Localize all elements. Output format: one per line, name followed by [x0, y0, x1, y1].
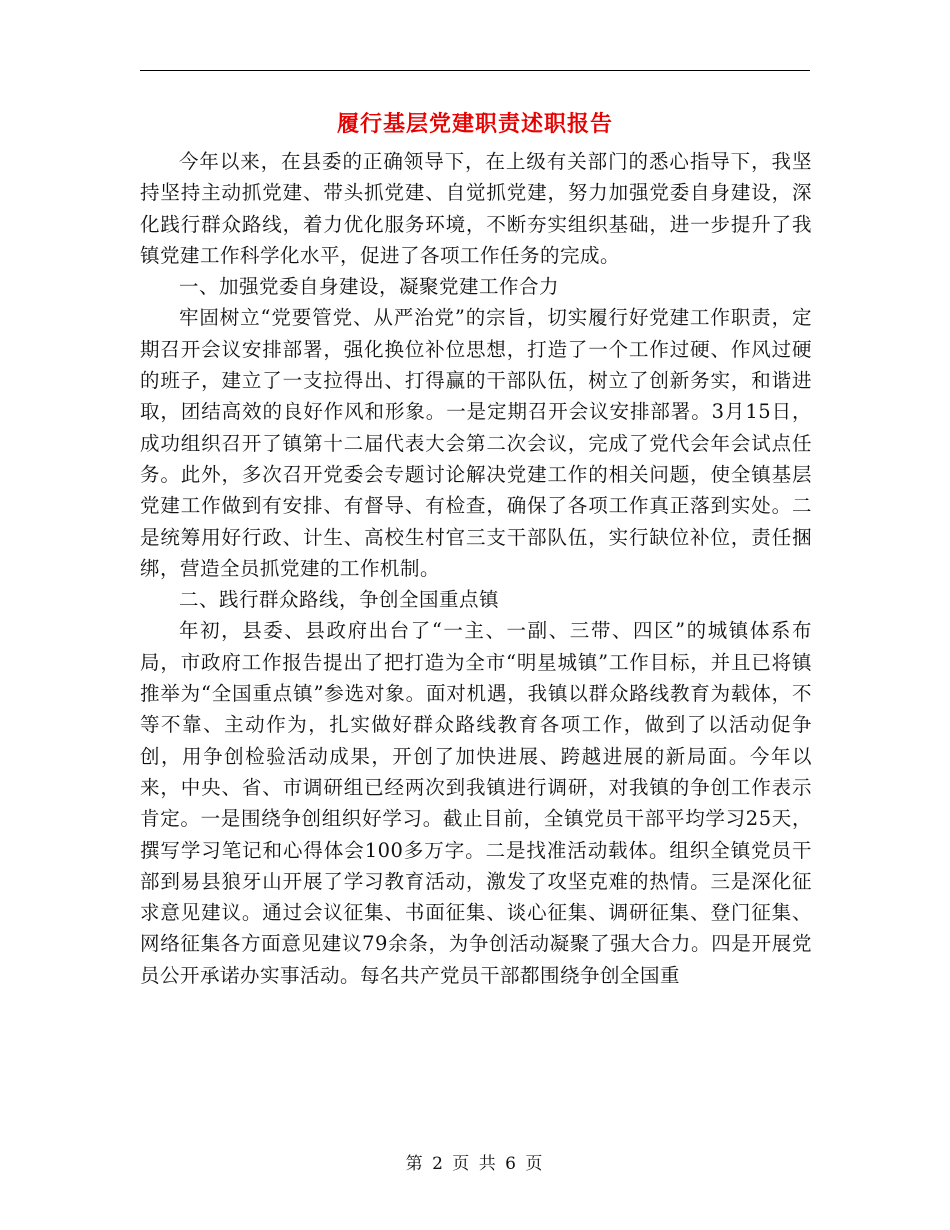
paragraph-intro: 今年以来，在县委的正确领导下，在上级有关部门的悉心指导下，我坚持坚持主动抓党建、带头抓党建、自觉抓党建，努力加强党委自身建设，深化践行群众路线，着力优化服务环境，不断夯实组织基础，进一步提升了我镇党建工作科学化水平，促进了各项工作任务的完成。: [140, 150, 812, 267]
section-heading-2: 二、践行群众路线，争创全国重点镇: [179, 588, 500, 612]
page-number-footer: 第 2 页 共 6 页: [405, 1154, 545, 1174]
paragraph-section-1: 牢固树立“党要管党、从严治党”的宗旨，切实履行好党建工作职责，定期召开会议安排部署，强化换位补位思想，打造了一个工作过硬、作风过硬的班子，建立了一支拉得出、打得赢的干部队伍，树立了创新务实，和谐进取，团结高效的良好作风和形象。一是定期召开会议安排部署。3月15日，成功组织召开了镇第十二届代表大会第二次会议，完成了党代会年会试点任务。此外，多次召开党委会专题讨论解决党建工作的相关问题，使全镇基层党建工作做到有安排、有督导、有检查，确保了各项工作真正落到实处。二是统筹用好行政、计生、高校生村官三支干部队伍，实行缺位补位，责任捆绑，营造全员抓党建的工作机制。: [140, 306, 812, 580]
header-rule: [140, 70, 810, 71]
paragraph-section-2: 年初，县委、县政府出台了“一主、一副、三带、四区”的城镇体系布局，市政府工作报告提出了把打造为全市“明星城镇”工作目标，并且已将镇推举为“全国重点镇”参选对象。面对机遇，我镇以群众路线教育为载体，不等不靠、主动作为，扎实做好群众路线教育各项工作，做到了以活动促争创，用争创检验活动成果，开创了加快进展、跨越进展的新局面。今年以来，中央、省、市调研组已经两次到我镇进行调研，对我镇的争创工作表示肯定。一是围绕争创组织好学习。截止目前，全镇党员干部平均学习25天，撰写学习笔记和心得体会100多万字。二是找准活动载体。组织全镇党员干部到易县狼牙山开展了学习教育活动，激发了攻坚克难的热情。三是深化征求意见建议。通过会议征集、书面征集、谈心征集、调研征集、登门征集、网络征集各方面意见建议79余条，为争创活动凝聚了强大合力。四是开展党员公开承诺办实事活动。每名共产党员干部都围绕争创全国重: [140, 619, 812, 987]
document-title: 履行基层党建职责述职报告: [336, 111, 613, 137]
section-heading-1: 一、加强党委自身建设，凝聚党建工作合力: [179, 275, 560, 299]
document-body: [140, 146, 812, 991]
